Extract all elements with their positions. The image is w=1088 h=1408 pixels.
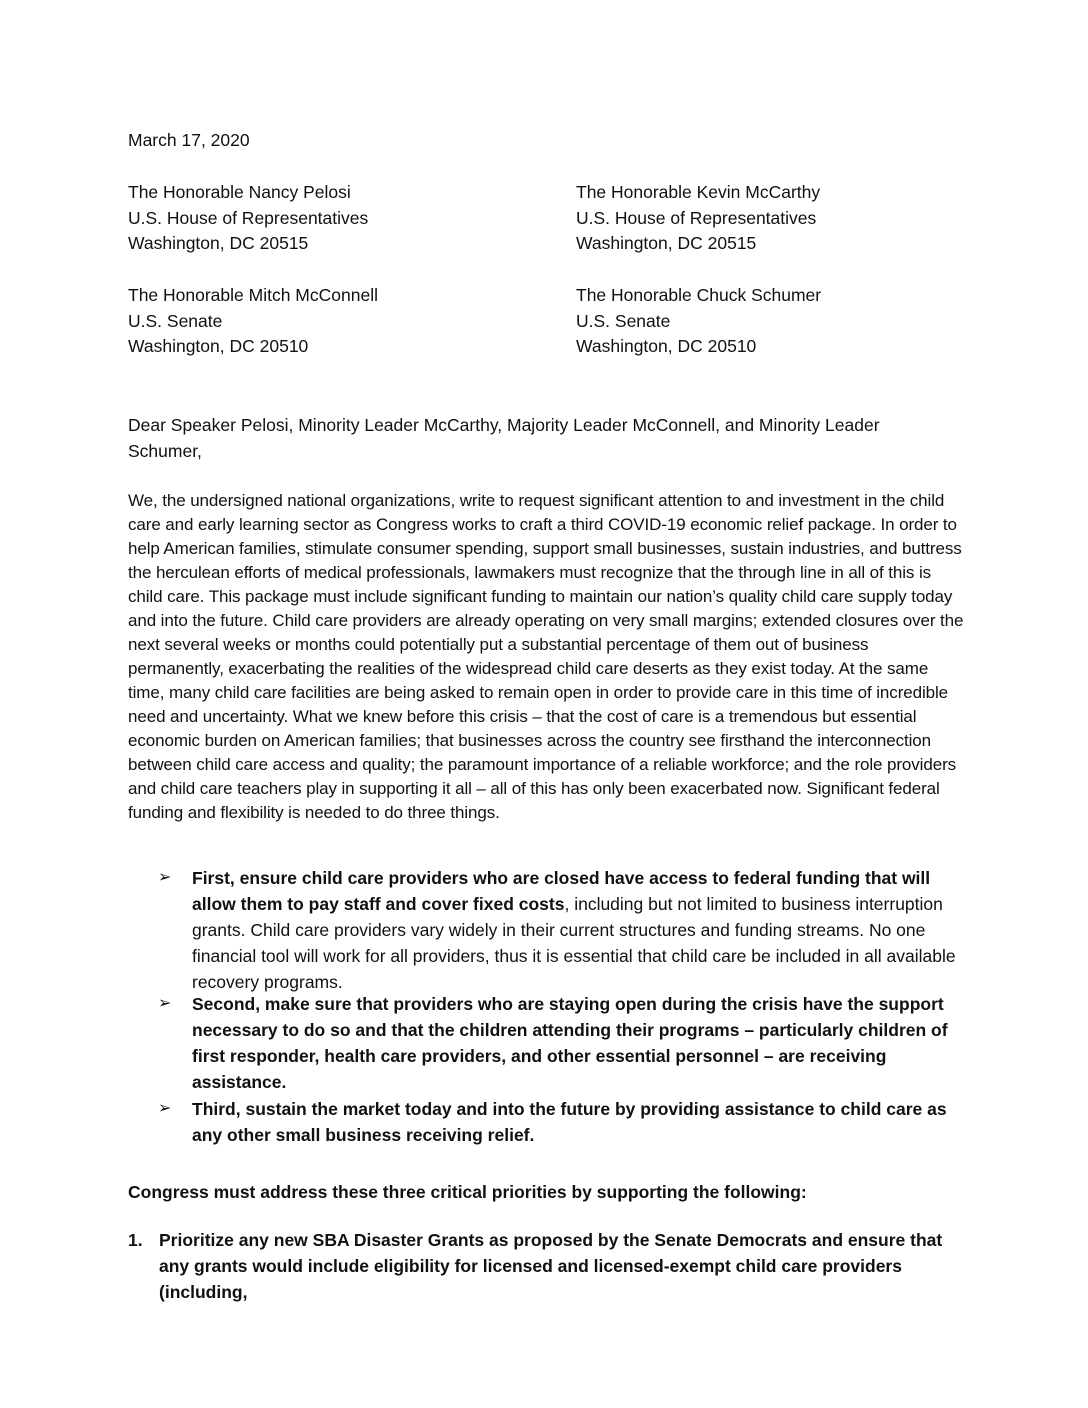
- addressee-mcconnell-city: Washington, DC 20510: [128, 336, 309, 356]
- addressee-pelosi-city: Washington, DC 20515: [128, 233, 309, 253]
- arrow-bullet-icon: ➢: [158, 869, 172, 886]
- bullet-item-third: [158, 1096, 968, 1148]
- addressee-mcconnell-office: U.S. Senate: [128, 311, 223, 331]
- salutation: Dear Speaker Pelosi, Minority Leader McCarthy, Majority Leader McConnell, and Minority Leader Schumer,: [128, 415, 880, 461]
- addressee-mccarthy-office: U.S. House of Representatives: [576, 208, 817, 228]
- bullet-bold-text: Third, sustain the market today and into the future by providing assistance to child care as any other small business receiving relief.: [192, 1099, 947, 1145]
- addressee-mccarthy-name: The Honorable Kevin McCarthy: [576, 182, 821, 202]
- body-paragraph: We, the undersigned national organizations, write to request significant attention to and investment in the child care and early learning sector as Congress works to craft a third COVID-19 economic relief package. In order to help American families, stimulate consumer spending, support small businesses, sustain industries, and buttress the herculean efforts of medical professionals, lawmakers must recognize that the through line in all of this is child care. This package must include significant funding to maintain our nation’s quality child care supply today and into the future. Child care providers are already operating on very small margins; extended closures over the next several weeks or months could potentially put a substantial percentage of them out of business permanently, exacerbating the realities of the widespread child care deserts as they exist today. At the same time, many child care facilities are being asked to remain open in order to provide care in this time of incredible need and uncertainty. What we knew before this crisis – that the cost of care is a tremendous but essential economic burden on American families; that businesses across the country see firsthand the interconnection between child care access and quality; the paramount importance of a reliable workforce; and the role providers and child care teachers play in supporting it all – all of this has only been exacerbated now. Significant federal funding and flexibility is needed to do three things.: [128, 491, 964, 822]
- numbered-item-marker: 1.: [128, 1230, 143, 1250]
- addressee-schumer-name: The Honorable Chuck Schumer: [576, 285, 822, 305]
- arrow-bullet-icon: ➢: [158, 1100, 172, 1117]
- letter-date: March 17, 2020: [128, 130, 250, 150]
- addressee-mcconnell-name: The Honorable Mitch McConnell: [128, 285, 378, 305]
- bullet-bold-text: Second, make sure that providers who are staying open during the crisis have the support necessary to do so and that the children attending their programs – particularly children of first responder, health care providers, and other essential personnel – are receiving assistance.: [192, 994, 948, 1092]
- priorities-heading: Congress must address these three critical priorities by supporting the following:: [128, 1182, 807, 1202]
- bullet-item-first: [158, 865, 968, 995]
- bullet-text: [192, 991, 968, 1095]
- numbered-item-text: Prioritize any new SBA Disaster Grants as proposed by the Senate Democrats and ensure that any grants would include eligibility for licensed and licensed-exempt child care providers (including,: [159, 1230, 943, 1302]
- bullet-regular-text: , including but not limited to business interruption grants. Child care providers vary widely in their current structures and funding streams. No one financial tool will work for all providers, thus it is essential that child care be included in all available recovery programs.: [192, 894, 956, 992]
- bullet-item-second: [158, 991, 968, 1095]
- addressee-schumer-office: U.S. Senate: [576, 311, 671, 331]
- bullet-bold-text: First, ensure child care providers who are closed have access to federal funding that will allow them to pay staff and cover fixed costs: [192, 868, 931, 914]
- bullet-text: [192, 1096, 968, 1148]
- arrow-bullet-icon: ➢: [158, 995, 172, 1012]
- addressee-schumer-city: Washington, DC 20510: [576, 336, 757, 356]
- addressee-pelosi-office: U.S. House of Representatives: [128, 208, 369, 228]
- addressee-mccarthy-city: Washington, DC 20515: [576, 233, 757, 253]
- bullet-text: [192, 865, 968, 995]
- addressee-pelosi-name: The Honorable Nancy Pelosi: [128, 182, 351, 202]
